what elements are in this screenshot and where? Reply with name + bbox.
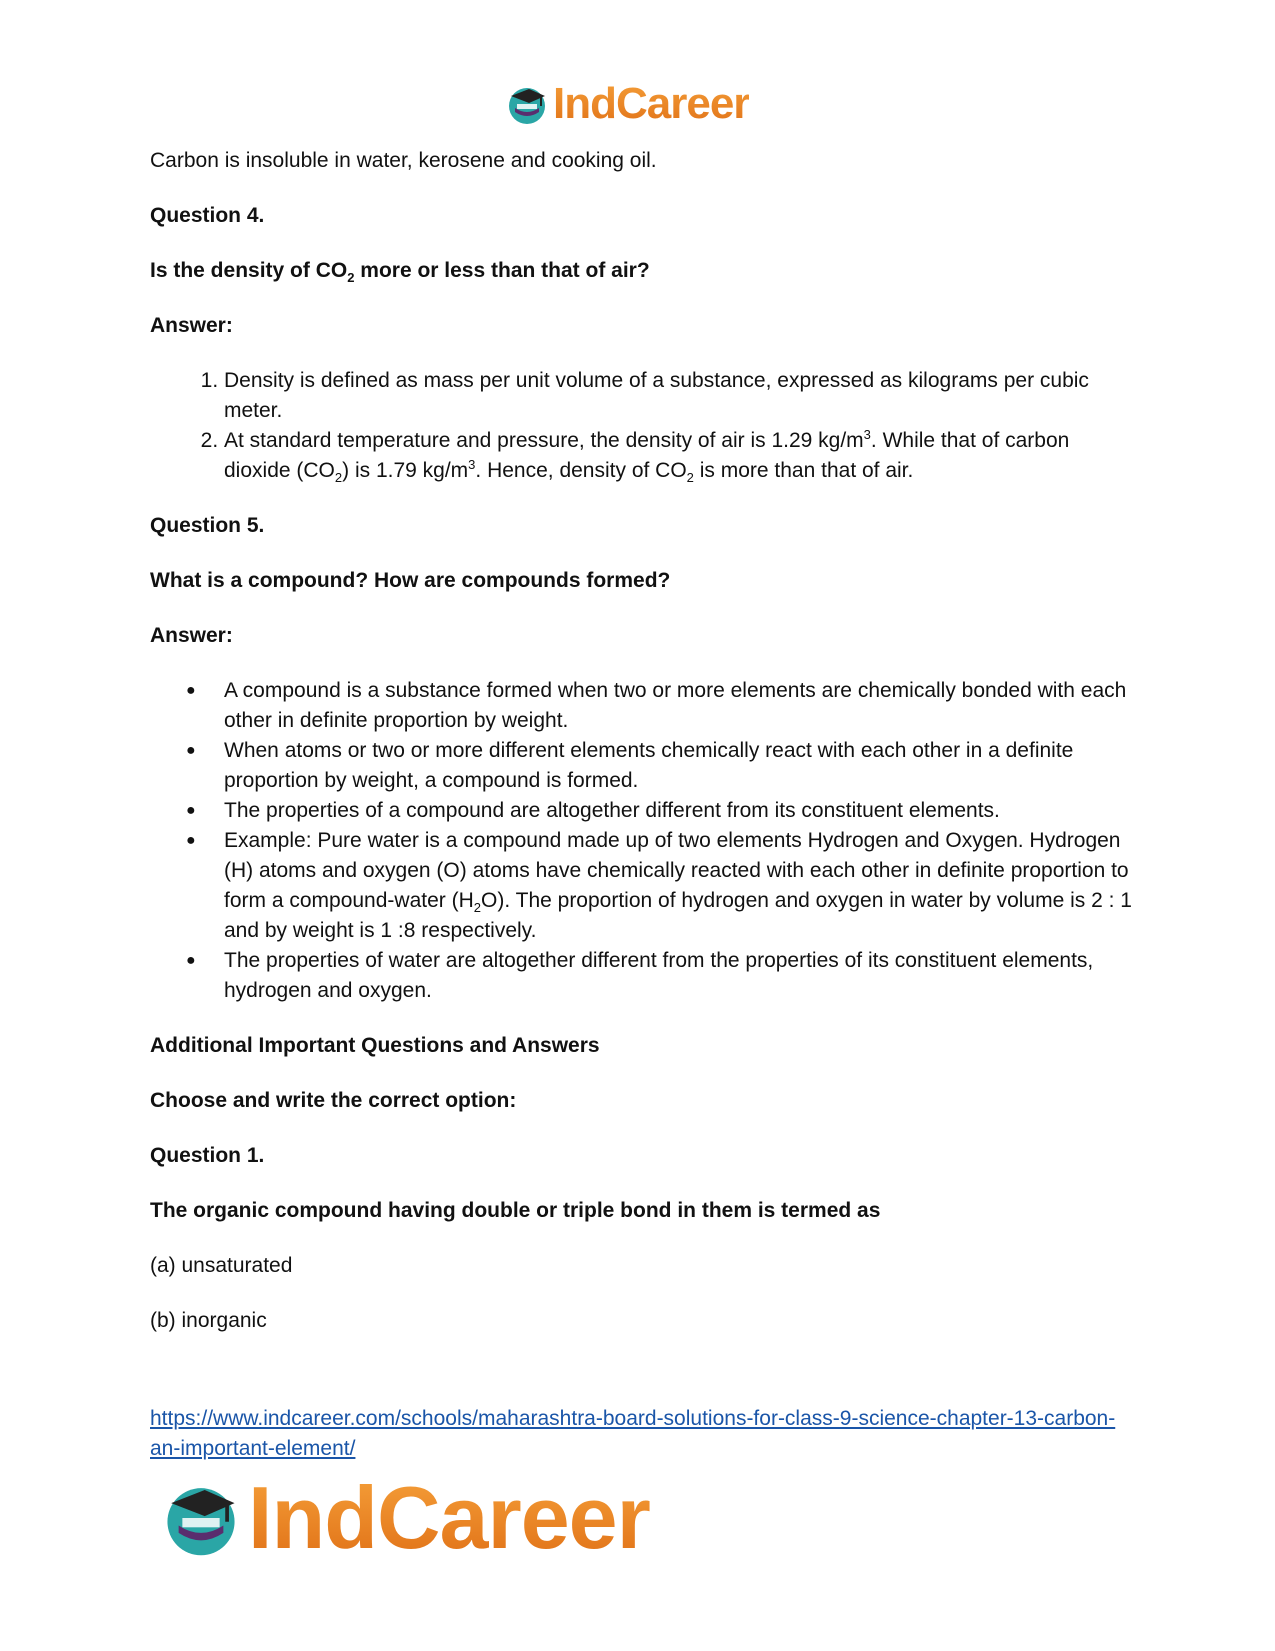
q4-title: Is the density of $CO_2$ more or less than that of air?: [150, 259, 650, 286]
list-item: 1. Density is defined as mass per unit volume of a substance, expressed as kilograms per cubic meter.: [224, 366, 1140, 426]
q1-title: The organic compound having double or triple bond in them is termed as: [150, 1199, 881, 1222]
q1-number: Question 1.: [150, 1144, 265, 1167]
additional-heading: Additional Important Questions and Answers: [150, 1034, 600, 1057]
q5-answer-label: Answer:: [150, 624, 233, 647]
header-logo: [505, 78, 749, 130]
option-b: (b) inorganic: [150, 1309, 267, 1332]
q5-title: What is a compound? How are compounds formed?: [150, 569, 671, 592]
list-item: ● The properties of a compound are altogether different from its constituent elements.: [224, 796, 1140, 826]
q5-number: Question 5.: [150, 514, 265, 537]
graduation-cap-icon: [505, 82, 549, 126]
q4-answer-label: Answer:: [150, 314, 233, 337]
source-link[interactable]: https://www.indcareer.com/schools/maharashtra-board-solutions-for-class-9-science-chapter-13-carbon-an-important-element/: [150, 1407, 1116, 1460]
document-body: [150, 146, 1140, 1361]
q4-number: Question 4.: [150, 204, 265, 227]
footer-logo: [160, 1470, 650, 1566]
logo-wordmark: IndCareer: [248, 1468, 650, 1567]
option-a: (a) unsaturated: [150, 1254, 293, 1277]
list-item: ● The properties of water are altogether different from the properties of its constituent elements, hydrogen and oxygen.: [224, 946, 1140, 1006]
logo-wordmark: IndCareer: [553, 79, 750, 128]
list-item: ● Example: Pure water is a compound made up of two elements Hydrogen and Oxygen. Hydrogen (H) atoms and oxygen (O) atoms have chemically reacted with each other in definite proportion to form a compound-water $(H_2O)$. The proportion of hydrogen and oxygen in water by volume is 2 : 1 and by weight is 1 :8 respectively.: [224, 826, 1140, 946]
instruction-text: Choose and write the correct option:: [150, 1089, 517, 1112]
list-item: 2. At standard temperature and pressure, the density of air is 1.29 $kg/m^3$. While that of carbon dioxide $(CO_2)$ is 1.79 $kg/m^3$. Hence, density of $CO_2$ is more than that of air.: [224, 426, 1140, 486]
graduation-cap-icon: [160, 1477, 242, 1559]
q5-answer-list: [150, 676, 1140, 1006]
list-item: ● A compound is a substance formed when two or more elements are chemically bonded with each other in definite proportion by weight.: [224, 676, 1140, 736]
intro-text: Carbon is insoluble in water, kerosene and cooking oil.: [150, 149, 657, 172]
list-item: ● When atoms or two or more different elements chemically react with each other in a definite proportion by weight, a compound is formed.: [224, 736, 1140, 796]
q4-answer-list: [150, 366, 1140, 486]
